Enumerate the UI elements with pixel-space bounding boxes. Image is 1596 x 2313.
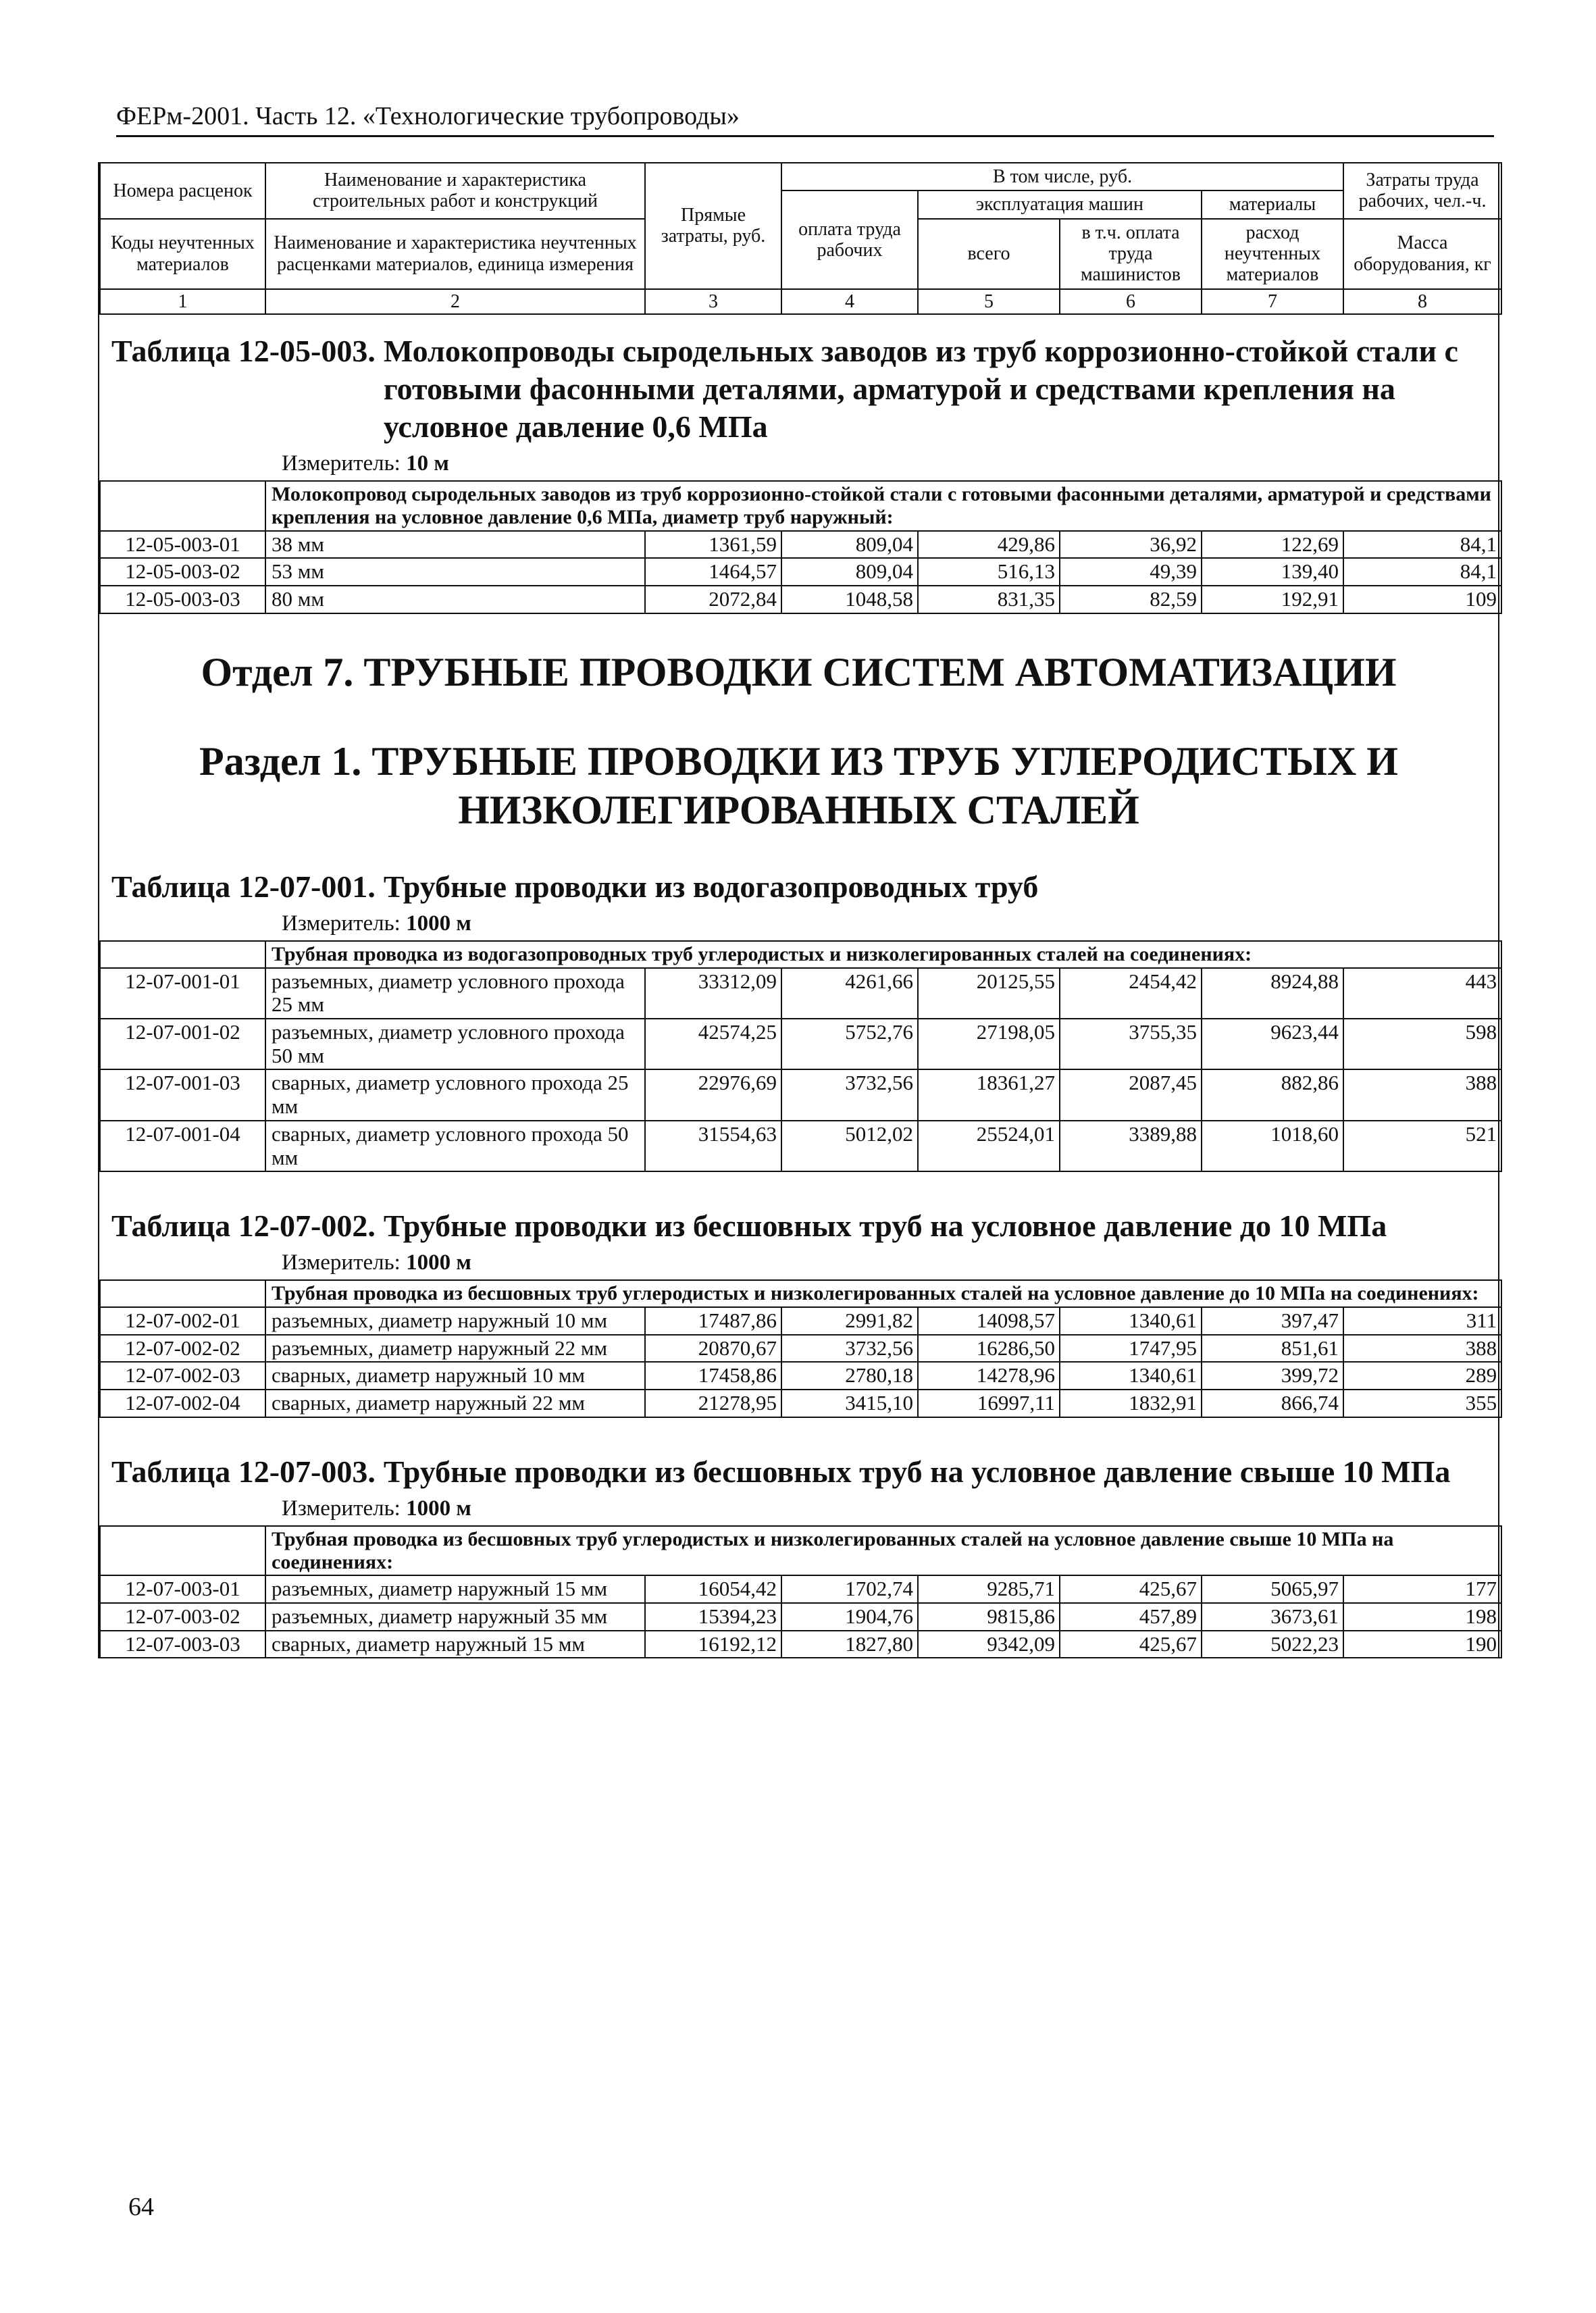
labor-costs: 598: [1343, 1019, 1501, 1069]
materials-cost: 1018,60: [1202, 1121, 1343, 1171]
table-row: [100, 1335, 1501, 1363]
direct-costs: 21278,95: [645, 1390, 781, 1417]
materials-cost: 397,47: [1202, 1307, 1343, 1335]
operator-pay: 1747,95: [1060, 1335, 1202, 1363]
rate-name: 80 мм: [265, 586, 645, 613]
worker-pay: 1904,76: [781, 1603, 918, 1631]
rates-table-12-07-001: [99, 940, 1502, 1172]
machines-total: 9815,86: [918, 1603, 1060, 1631]
worker-pay: 5752,76: [781, 1019, 918, 1069]
table-title: [99, 1453, 1498, 1491]
header-equipment-mass: Масса оборудования, кг: [1343, 219, 1501, 289]
column-header-table: [99, 162, 1502, 315]
operator-pay: 1832,91: [1060, 1390, 1202, 1417]
direct-costs: 1464,57: [645, 558, 781, 586]
materials-cost: 139,40: [1202, 558, 1343, 586]
operator-pay: 3755,35: [1060, 1019, 1202, 1069]
operator-pay: 1340,61: [1060, 1362, 1202, 1390]
operator-pay: 457,89: [1060, 1603, 1202, 1631]
column-number: 3: [645, 289, 781, 314]
direct-costs: 15394,23: [645, 1603, 781, 1631]
header-unaccounted-materials: расход неучтенных материалов: [1202, 219, 1343, 289]
rate-name: 53 мм: [265, 558, 645, 586]
machines-total: 9342,09: [918, 1631, 1060, 1658]
column-number: 1: [100, 289, 265, 314]
labor-costs: 311: [1343, 1307, 1501, 1335]
table-row: [100, 531, 1501, 559]
rate-code: 12-07-002-02: [100, 1335, 265, 1363]
materials-cost: 5022,23: [1202, 1631, 1343, 1658]
machines-total: 14098,57: [918, 1307, 1060, 1335]
labor-costs: 177: [1343, 1575, 1501, 1603]
direct-costs: 42574,25: [645, 1019, 781, 1069]
group-heading: Трубная проводка из бесшовных труб углеродистых и низколегированных сталей на условное давление свыше 10 МПа на соединениях:: [265, 1526, 1501, 1575]
header-direct-costs: Прямые затраты, руб.: [645, 163, 781, 289]
table-measure: [99, 911, 1498, 936]
table-measure: [99, 1496, 1498, 1521]
table-title: [99, 1207, 1498, 1245]
header-rate-numbers: Номера расценок: [100, 163, 265, 219]
table-caption: Трубные проводки из бесшовных труб на условное давление свыше 10 МПа: [383, 1454, 1451, 1489]
column-number: 8: [1343, 289, 1501, 314]
materials-cost: 8924,88: [1202, 968, 1343, 1019]
column-number: 7: [1202, 289, 1343, 314]
worker-pay: 2780,18: [781, 1362, 918, 1390]
table-row: [100, 1069, 1501, 1120]
machines-total: 14278,96: [918, 1362, 1060, 1390]
rate-name: разъемных, диаметр наружный 15 мм: [265, 1575, 645, 1603]
table-label: Таблица 12-07-002.: [111, 1209, 376, 1244]
operator-pay: 36,92: [1060, 531, 1202, 559]
direct-costs: 2072,84: [645, 586, 781, 613]
page-number: 64: [128, 2193, 154, 2221]
rate-name: сварных, диаметр наружный 22 мм: [265, 1390, 645, 1417]
materials-cost: 882,86: [1202, 1069, 1343, 1120]
worker-pay: 4261,66: [781, 968, 918, 1019]
page-content: [98, 162, 1499, 1658]
table-group-row: [100, 1526, 1501, 1575]
rate-code: 12-07-001-02: [100, 1019, 265, 1069]
table-title: [99, 868, 1498, 906]
labor-costs: 109: [1343, 586, 1501, 613]
rate-code: 12-07-001-03: [100, 1069, 265, 1120]
operator-pay: 2087,45: [1060, 1069, 1202, 1120]
worker-pay: 809,04: [781, 558, 918, 586]
direct-costs: 17458,86: [645, 1362, 781, 1390]
table-row: [100, 1121, 1501, 1171]
worker-pay: 1702,74: [781, 1575, 918, 1603]
table-measure: [99, 1250, 1498, 1275]
machines-total: 429,86: [918, 531, 1060, 559]
labor-costs: 190: [1343, 1631, 1501, 1658]
rate-name: сварных, диаметр наружный 15 мм: [265, 1631, 645, 1658]
labor-costs: 289: [1343, 1362, 1501, 1390]
machines-total: 9285,71: [918, 1575, 1060, 1603]
direct-costs: 1361,59: [645, 531, 781, 559]
header-work-name: Наименование и характеристика строительных работ и конструкций: [265, 163, 645, 219]
operator-pay: 425,67: [1060, 1631, 1202, 1658]
worker-pay: 809,04: [781, 531, 918, 559]
materials-cost: 399,72: [1202, 1362, 1343, 1390]
table-caption: Трубные проводки из водогазопроводных труб: [383, 869, 1039, 904]
materials-cost: 122,69: [1202, 531, 1343, 559]
header-machine-operation: эксплуатация машин: [918, 190, 1202, 218]
labor-costs: 198: [1343, 1603, 1501, 1631]
table-row: [100, 1631, 1501, 1658]
worker-pay: 3415,10: [781, 1390, 918, 1417]
table-row: [100, 1307, 1501, 1335]
header-including: В том числе, руб.: [781, 163, 1343, 190]
labor-costs: 388: [1343, 1335, 1501, 1363]
rates-table-12-07-002: [99, 1279, 1502, 1417]
measure-label: Измеритель:: [282, 1496, 401, 1521]
table-group-row: [100, 1280, 1501, 1307]
table-row: [100, 586, 1501, 613]
worker-pay: 3732,56: [781, 1335, 918, 1363]
labor-costs: 521: [1343, 1121, 1501, 1171]
rate-code: 12-05-003-02: [100, 558, 265, 586]
table-row: [100, 968, 1501, 1019]
group-heading: Трубная проводка из бесшовных труб углеродистых и низколегированных сталей на условное давление до 10 МПа на соединениях:: [265, 1280, 1501, 1307]
header-material-name: Наименование и характеристика неучтенных расценками материалов, единица измерения: [265, 219, 645, 289]
materials-cost: 3673,61: [1202, 1603, 1343, 1631]
group-heading: Трубная проводка из водогазопроводных труб углеродистых и низколегированных сталей на соединениях:: [265, 941, 1501, 968]
worker-pay: 1048,58: [781, 586, 918, 613]
operator-pay: 2454,42: [1060, 968, 1202, 1019]
table-caption: Трубные проводки из бесшовных труб на условное давление до 10 МПа: [383, 1209, 1387, 1244]
measure-value: 1000 м: [406, 1496, 471, 1521]
header-machines-total: всего: [918, 219, 1060, 289]
labor-costs: 443: [1343, 968, 1501, 1019]
materials-cost: 5065,97: [1202, 1575, 1343, 1603]
table-label: Таблица 12-05-003.: [111, 334, 376, 369]
table-row: [100, 1603, 1501, 1631]
rate-name: сварных, диаметр условного прохода 50 мм: [265, 1121, 645, 1171]
materials-cost: 192,91: [1202, 586, 1343, 613]
rate-code: 12-05-003-03: [100, 586, 265, 613]
direct-costs: 16192,12: [645, 1631, 781, 1658]
worker-pay: 1827,80: [781, 1631, 918, 1658]
subsection-title: Раздел 1. ТРУБНЫЕ ПРОВОДКИ ИЗ ТРУБ УГЛЕРОДИСТЫХ И НИЗКОЛЕГИРОВАННЫХ СТАЛЕЙ: [199, 738, 1398, 832]
worker-pay: 5012,02: [781, 1121, 918, 1171]
measure-value: 10 м: [406, 451, 449, 476]
rate-code: 12-07-002-03: [100, 1362, 265, 1390]
direct-costs: 31554,63: [645, 1121, 781, 1171]
operator-pay: 3389,88: [1060, 1121, 1202, 1171]
header-material-codes: Коды неучтенных материалов: [100, 219, 265, 289]
table-row: [100, 558, 1501, 586]
labor-costs: 84,1: [1343, 531, 1501, 559]
running-header: ФЕРм-2001. Часть 12. «Технологические трубопроводы»: [116, 101, 1494, 137]
rates-table-12-05-003: [99, 480, 1502, 613]
rate-name: разъемных, диаметр наружный 22 мм: [265, 1335, 645, 1363]
table-label: Таблица 12-07-003.: [111, 1454, 376, 1489]
rate-code: 12-07-003-03: [100, 1631, 265, 1658]
group-heading: Молокопровод сыродельных заводов из труб коррозионно-стойкой стали с готовыми фасонными деталями, арматурой и средствами крепления на условное давление 0,6 МПа, диаметр труб наружный:: [265, 481, 1501, 530]
rate-code: 12-07-002-04: [100, 1390, 265, 1417]
materials-cost: 851,61: [1202, 1335, 1343, 1363]
machines-total: 18361,27: [918, 1069, 1060, 1120]
column-number: 6: [1060, 289, 1202, 314]
rate-name: сварных, диаметр условного прохода 25 мм: [265, 1069, 645, 1120]
direct-costs: 17487,86: [645, 1307, 781, 1335]
table-row: [100, 1362, 1501, 1390]
machines-total: 20125,55: [918, 968, 1060, 1019]
rate-code: 12-07-003-02: [100, 1603, 265, 1631]
header-worker-pay: оплата труда рабочих: [781, 190, 918, 288]
rate-name: разъемных, диаметр условного прохода 25 мм: [265, 968, 645, 1019]
rates-table-12-07-003: [99, 1525, 1502, 1658]
rate-code: 12-07-002-01: [100, 1307, 265, 1335]
machines-total: 16997,11: [918, 1390, 1060, 1417]
header-labor-costs: Затраты труда рабочих, чел.-ч.: [1343, 163, 1501, 219]
materials-cost: 866,74: [1202, 1390, 1343, 1417]
rate-name: разъемных, диаметр наружный 10 мм: [265, 1307, 645, 1335]
operator-pay: 1340,61: [1060, 1307, 1202, 1335]
rate-name: сварных, диаметр наружный 10 мм: [265, 1362, 645, 1390]
measure-label: Измеритель:: [282, 451, 401, 476]
machines-total: 516,13: [918, 558, 1060, 586]
direct-costs: 20870,67: [645, 1335, 781, 1363]
table-label: Таблица 12-07-001.: [111, 869, 376, 904]
worker-pay: 3732,56: [781, 1069, 918, 1120]
materials-cost: 9623,44: [1202, 1019, 1343, 1069]
machines-total: 25524,01: [918, 1121, 1060, 1171]
direct-costs: 16054,42: [645, 1575, 781, 1603]
column-number: 4: [781, 289, 918, 314]
header-operator-pay: в т.ч. оплата труда машинистов: [1060, 219, 1202, 289]
operator-pay: 49,39: [1060, 558, 1202, 586]
measure-value: 1000 м: [406, 1250, 471, 1275]
labor-costs: 388: [1343, 1069, 1501, 1120]
direct-costs: 33312,09: [645, 968, 781, 1019]
section-title: Отдел 7. ТРУБНЫЕ ПРОВОДКИ СИСТЕМ АВТОМАТИЗАЦИИ: [201, 649, 1397, 694]
rate-code: 12-07-001-01: [100, 968, 265, 1019]
table-row: [100, 1575, 1501, 1603]
operator-pay: 425,67: [1060, 1575, 1202, 1603]
machines-total: 27198,05: [918, 1019, 1060, 1069]
measure-value: 1000 м: [406, 911, 471, 936]
table-row: [100, 1390, 1501, 1417]
worker-pay: 2991,82: [781, 1307, 918, 1335]
rate-code: 12-07-003-01: [100, 1575, 265, 1603]
table-group-row: [100, 941, 1501, 968]
direct-costs: 22976,69: [645, 1069, 781, 1120]
labor-costs: 355: [1343, 1390, 1501, 1417]
rate-name: разъемных, диаметр условного прохода 50 мм: [265, 1019, 645, 1069]
operator-pay: 82,59: [1060, 586, 1202, 613]
table-title: [99, 332, 1498, 446]
machines-total: 831,35: [918, 586, 1060, 613]
table-group-row: [100, 481, 1501, 530]
rate-code: 12-07-001-04: [100, 1121, 265, 1171]
table-caption: Молокопроводы сыродельных заводов из труб коррозионно-стойкой стали с готовыми фасонными деталями, арматурой и средствами крепления на условное давление 0,6 МПа: [383, 334, 1458, 444]
rate-name: 38 мм: [265, 531, 645, 559]
column-number: 5: [918, 289, 1060, 314]
rate-name: разъемных, диаметр наружный 35 мм: [265, 1603, 645, 1631]
table-measure: [99, 451, 1498, 476]
measure-label: Измеритель:: [282, 1250, 401, 1275]
header-materials: материалы: [1202, 190, 1343, 218]
machines-total: 16286,50: [918, 1335, 1060, 1363]
rate-code: 12-05-003-01: [100, 531, 265, 559]
labor-costs: 84,1: [1343, 558, 1501, 586]
column-number: 2: [265, 289, 645, 314]
table-row: [100, 1019, 1501, 1069]
measure-label: Измеритель:: [282, 911, 401, 936]
